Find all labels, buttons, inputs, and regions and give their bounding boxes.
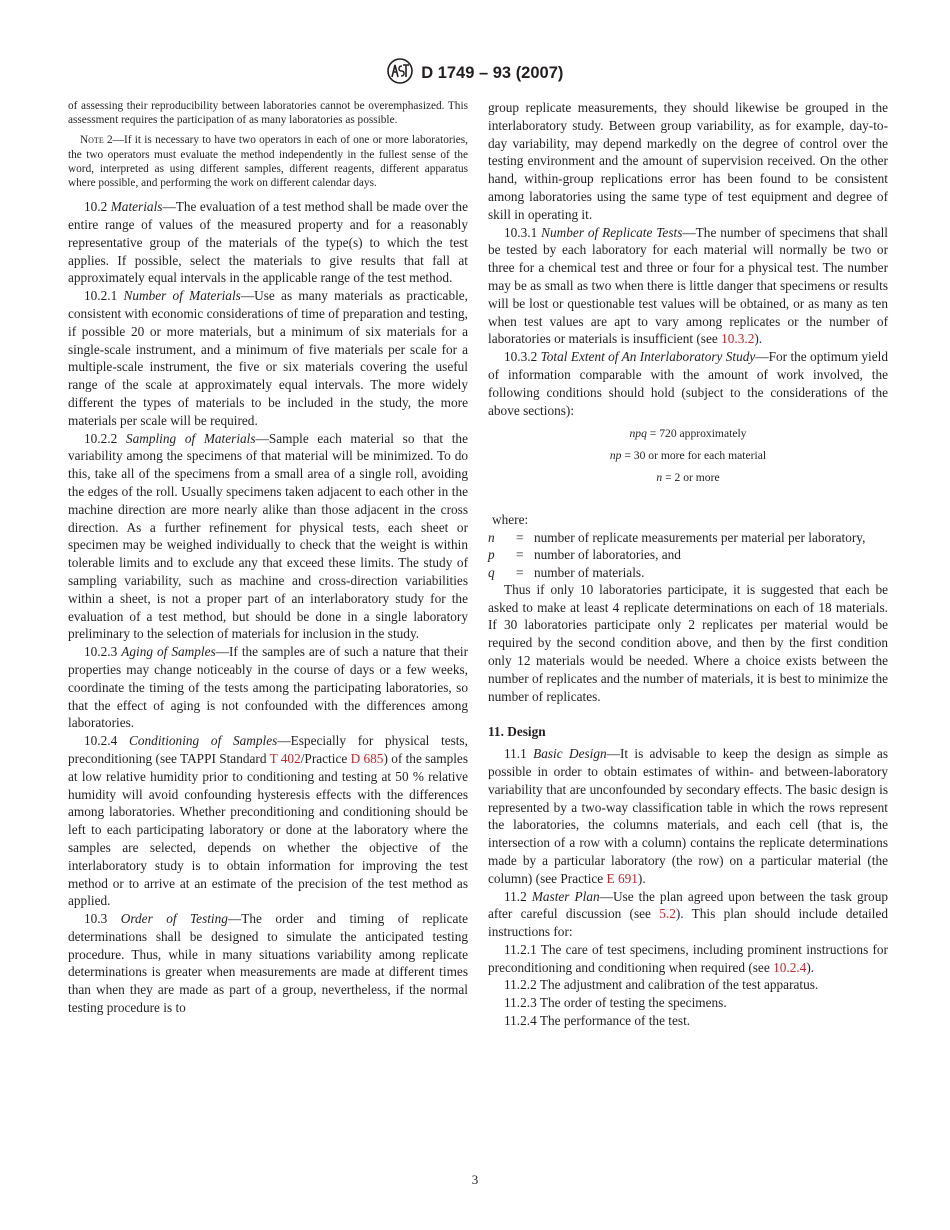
link-t-402[interactable]: T 402 <box>269 750 301 766</box>
page-number: 3 <box>471 1172 479 1187</box>
section-title: Sampling of Materials <box>125 430 256 446</box>
equation-npq <box>488 423 888 445</box>
document-designation: D 1749 – 93 (2007) <box>421 64 564 82</box>
equation-np <box>488 445 888 467</box>
link-e-691[interactable]: E 691 <box>606 870 638 886</box>
link-10-2-4[interactable]: 10.2.4 <box>773 959 807 975</box>
definition-text: number of materials. <box>534 564 645 580</box>
section-title: Master Plan <box>531 888 600 904</box>
section-text: ). This plan should include detailed instructions for: <box>488 906 888 940</box>
section-text: ) of the samples at low relative humidity prior to conditioning and testing at 50 % relative humidity will avoid confounding hysteresis effects with the differences among laboratories. Whether preconditioning and conditioning should be left to each participating laboratory or done at the laboratory where the samples are selected, depends on whether the objective of the interlaboratory study is to obtain information for improving the test method or to arrive at an estimate of the precision of the test method as applied. <box>68 750 469 909</box>
definition-equals: = <box>516 530 524 546</box>
section-title: Number of Replicate Tests <box>541 224 683 240</box>
section-text: —It is advisable to keep the design as simple as possible in order to obtain estimates of within- and between-laboratory variability that are unconfounded by secondary effects. The basic design is represented by a two-way classification table in which the rows represent the laboratories, the columns materials, and each cell (that is, the intersection of a row with a column) contains the replicate determinations made by a particular laboratory (the row) on a particular material (the column) (see Practice <box>488 746 888 886</box>
section-number: 11.1 <box>504 746 527 762</box>
section-number: 10.3 <box>84 911 108 927</box>
definition-symbol: q <box>488 564 495 580</box>
section-text: ). <box>637 870 646 886</box>
section-number: 10.3.1 <box>504 224 538 240</box>
section-11-heading: 11. Design <box>488 724 546 740</box>
section-number: 10.3.2 <box>504 349 538 365</box>
equation-lhs: npq <box>629 427 647 441</box>
equation-rhs: = 30 or more for each material <box>621 449 767 463</box>
definition-text: number of replicate measurements per material per laboratory, <box>534 530 866 546</box>
section-10-2-1 <box>68 287 468 429</box>
section-text: —Especially for physical tests, preconditioning (see TAPPI Standard <box>68 733 469 766</box>
link-5-2[interactable]: 5.2 <box>659 906 676 922</box>
note-number: 2 <box>107 134 113 147</box>
right-column <box>488 99 888 1030</box>
intro-paragraph: of assessing their reproducibility between laboratories cannot be overemphasized. This assessment requires the participation of as many laboratories as possible. <box>68 100 468 127</box>
section-11-1 <box>488 745 888 887</box>
section-text: —If the samples are of such a nature that their properties may change noticeably in the course of days or a few weeks, coordinate the timing of the tests among the participating laboratories, so that the effect of aging is not confounded with the differences among laboratories. <box>68 644 468 731</box>
link-10-3-2[interactable]: 10.3.2 <box>721 331 755 347</box>
section-10-3 <box>68 910 468 1017</box>
section-number: 10.2.3 <box>84 644 118 660</box>
note-2 <box>68 133 468 190</box>
section-10-2-4 <box>68 732 468 910</box>
section-10-2 <box>68 198 468 287</box>
link-d-685[interactable]: D 685 <box>350 750 384 766</box>
definition-text: number of laboratories, and <box>534 547 681 563</box>
section-title: Materials <box>110 199 163 215</box>
section-number: 10.2 <box>84 199 108 215</box>
section-10-3-2 <box>488 348 888 419</box>
section-text: ). <box>806 959 815 975</box>
left-column <box>68 99 468 1017</box>
section-11-2 <box>488 888 888 941</box>
section-title: Total Extent of An Interlaboratory Study <box>540 349 756 365</box>
section-number: 11.2 <box>504 888 527 904</box>
example-paragraph: Thus if only 10 laboratories participate, it is suggested that each be asked to make at least 4 replicate determinations on each of 18 materials. If 30 laboratories participate only 2 replicates per material would be required by the second condition above, and then by the first condition only 12 materials would be needed. Where a choice exists between the number of replicates and the number of materials, it is best to minimize the number of replicates. <box>488 581 888 704</box>
section-11-2-2: 11.2.2 The adjustment and calibration of the test apparatus. <box>504 977 819 993</box>
section-text: —Use the plan agreed upon between the task group after careful discussion (see <box>488 888 889 922</box>
section-text: —The order and timing of replicate determinations shall be designed to simulate the anticipated testing procedure. Thus, while in many situations variability among replicate determinations is greater when measurements are made at different times than when they are made as part of a group, nevertheless, if the normal testing procedure is to <box>68 911 468 1016</box>
section-text: —The evaluation of a test method shall be made over the entire range of values of the measured property and for a reasonably representative group of the materials of the type(s) to which the test applies. If possible, select the materials to give results that fall at approximately equal intervals in the applicable range of the test method. <box>68 199 468 286</box>
section-text: —The number of specimens that shall be tested by each laboratory for each material will normally be two or three for a chemical test and three or four for a physical test. The number may be as small as two when there is little danger that specimens or results will be lost or questionable test values will be obtained, or as many as ten when test values are apt to vary among replicates or the number of laboratories or materials is insufficient (see <box>488 224 888 347</box>
section-number: 10.2.2 <box>84 430 118 446</box>
continued-paragraph: group replicate measurements, they should likewise be grouped in the interlaboratory study. Between group variability, as for example, day-to-day variability, may depend markedly on the degree of control over the testing environment and the amount of supervision received. On the other hand, within-group replications error has been found to be consistent among laboratories using the same type of test equipment and degree of skill in operating it. <box>488 100 888 222</box>
document-header <box>0 58 950 89</box>
section-text: —For the optimum yield of information comparable with the amount of work involved, the following conditions should hold (subject to the considerations of the above sections): <box>488 349 888 418</box>
definition-equals: = <box>516 547 524 563</box>
section-11-2-4: 11.2.4 The performance of the test. <box>504 1013 691 1029</box>
section-title: Aging of Samples <box>121 644 216 660</box>
section-text: 11.2.1 The care of test specimens, including prominent instructions for preconditioning and conditioning when required (see <box>488 941 888 975</box>
section-number: 10.2.1 <box>84 288 118 304</box>
note-label: Note <box>80 134 104 147</box>
equation-block <box>488 423 888 489</box>
section-title: Conditioning of Samples <box>129 733 278 749</box>
section-10-3-1 <box>488 224 888 349</box>
section-11-2-1 <box>488 941 888 977</box>
section-11-2-3: 11.2.3 The order of testing the specimens. <box>504 995 727 1011</box>
section-text: /Practice <box>300 750 351 766</box>
section-title: Basic Design <box>533 746 607 762</box>
equation-rhs: = 720 approximately <box>646 427 747 441</box>
equation-n <box>488 467 888 489</box>
equation-lhs: n <box>656 471 663 485</box>
note-text: —If it is necessary to have two operators in each of one or more laboratories, the two operators must evaluate the method independently in the fullest sense of the word, interpreted as using different samples, different reagents, different apparatus where possible, and performing the work on different calendar days. <box>68 134 469 190</box>
section-number: 10.2.4 <box>84 733 118 749</box>
section-text: —Sample each material so that the variability among the specimens of that material will be minimized. To do this, take all of the specimens from a small area of a single roll, avoiding the edges of the roll. Usually specimens taken adjacent to each other in the machine direction are more nearly alike than those adjacent in the cross direction. As a further refinement for physical tests, each sheet or specimen may be weighed individually to check that the weight is within tolerable limits and to exclude any that exceed these limits. The study of sampling variability, such as machine and cross-direction variabilities within a sheet, is not a proper part of an interlaboratory study for the evaluation of a test method, but should be done in a single laboratory preliminary to the selection of materials for inclusion in the study. <box>68 430 468 642</box>
section-title: Number of Materials <box>123 288 241 304</box>
variable-definitions <box>488 529 888 581</box>
definition-symbol: n <box>488 530 495 546</box>
equation-rhs: = 2 or more <box>662 471 720 485</box>
section-title: Order of Testing <box>120 911 228 927</box>
astm-logo-icon <box>387 58 413 89</box>
section-10-2-2 <box>68 430 468 644</box>
where-label: where: <box>492 512 529 528</box>
definition-symbol: p <box>488 547 495 563</box>
equation-lhs: np <box>609 449 622 463</box>
section-text: —Use as many materials as practicable, consistent with economic considerations of time of preparation and testing, if possible 20 or more materials, but a minimum of six materials for a single-scale instrument, and a minimum of five materials per scale for a multiple-scale instrument, the five or six materials covering the useful range of the scale at approximately equal intervals. The more widely different the types of materials to be included in the study, the more materials per scale will be required. <box>68 288 469 428</box>
section-text: ). <box>754 331 763 347</box>
definition-equals: = <box>516 564 524 580</box>
section-10-2-3 <box>68 643 468 732</box>
